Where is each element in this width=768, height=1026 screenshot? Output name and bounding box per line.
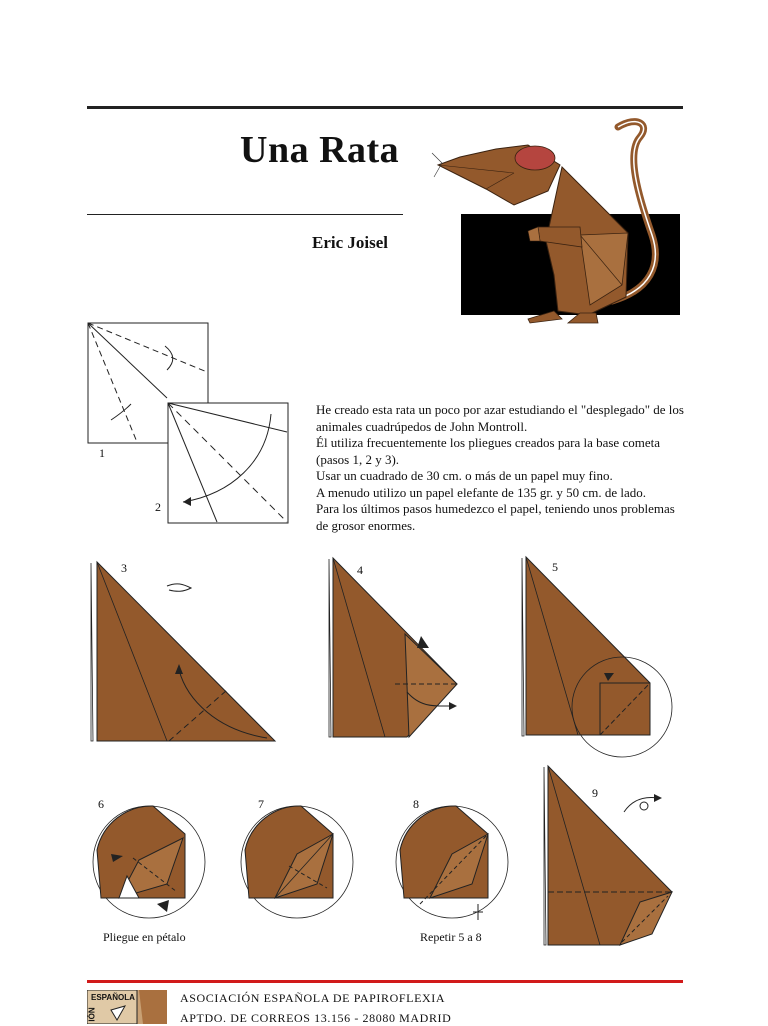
step-8-label: 8 (413, 797, 419, 811)
footer-association: ASOCIACIÓN ESPAÑOLA DE PAPIROFLEXIA (180, 991, 446, 1005)
step-4-label: 4 (357, 563, 363, 577)
step-4-diagram (325, 556, 465, 740)
step-3-diagram (87, 560, 277, 744)
step-6-diagram (87, 800, 217, 920)
step-9-diagram (540, 764, 680, 948)
author-name: Eric Joisel (312, 233, 389, 252)
step-2-label: 2 (155, 500, 161, 514)
page-title: Una Rata (240, 129, 400, 171)
step-5-diagram (518, 555, 690, 761)
step-8-diagram (390, 800, 520, 922)
intro-text (316, 402, 684, 534)
association-logo (87, 990, 167, 1024)
intro-paragraph: He creado esta rata un poco por azar estudiando el "desplegado" de los animales cuadrúpedos de John Montroll. (316, 402, 684, 434)
step-7-diagram (235, 800, 365, 920)
step-6-label: 6 (98, 797, 104, 811)
intro-paragraph: Usar un cuadrado de 30 cm. o más de un papel muy fino. (316, 468, 613, 483)
logo-text: ESPAÑOLA (91, 993, 135, 1002)
intro-paragraph: Para los últimos pasos humedezco el papel, teniendo unos problemas de grosor enormes. (316, 501, 675, 533)
step-3-label: 3 (121, 561, 127, 575)
title-rule (87, 214, 403, 215)
repeat-caption: Repetir 5 a 8 (420, 930, 482, 944)
rat-illustration (430, 115, 682, 327)
step-1-label: 1 (99, 446, 105, 460)
step-7-label: 7 (258, 797, 264, 811)
logo-side-text: IÓN (87, 1007, 97, 1022)
petal-fold-caption: Pliegue en pétalo (103, 930, 186, 944)
step-2-diagram (167, 402, 289, 524)
top-rule (87, 106, 683, 109)
intro-paragraph: A menudo utilizo un papel elefante de 135 gr. y 50 cm. de lado. (316, 484, 646, 500)
footer-rule (87, 980, 683, 983)
footer-address: APTDO. DE CORREOS 13.156 - 28080 MADRID (180, 1011, 452, 1025)
step-9-label: 9 (592, 786, 598, 800)
intro-paragraph: Él utiliza frecuentemente los pliegues creados para la base cometa (pasos 1, 2 y 3). (316, 435, 660, 467)
step-5-label: 5 (552, 560, 558, 574)
